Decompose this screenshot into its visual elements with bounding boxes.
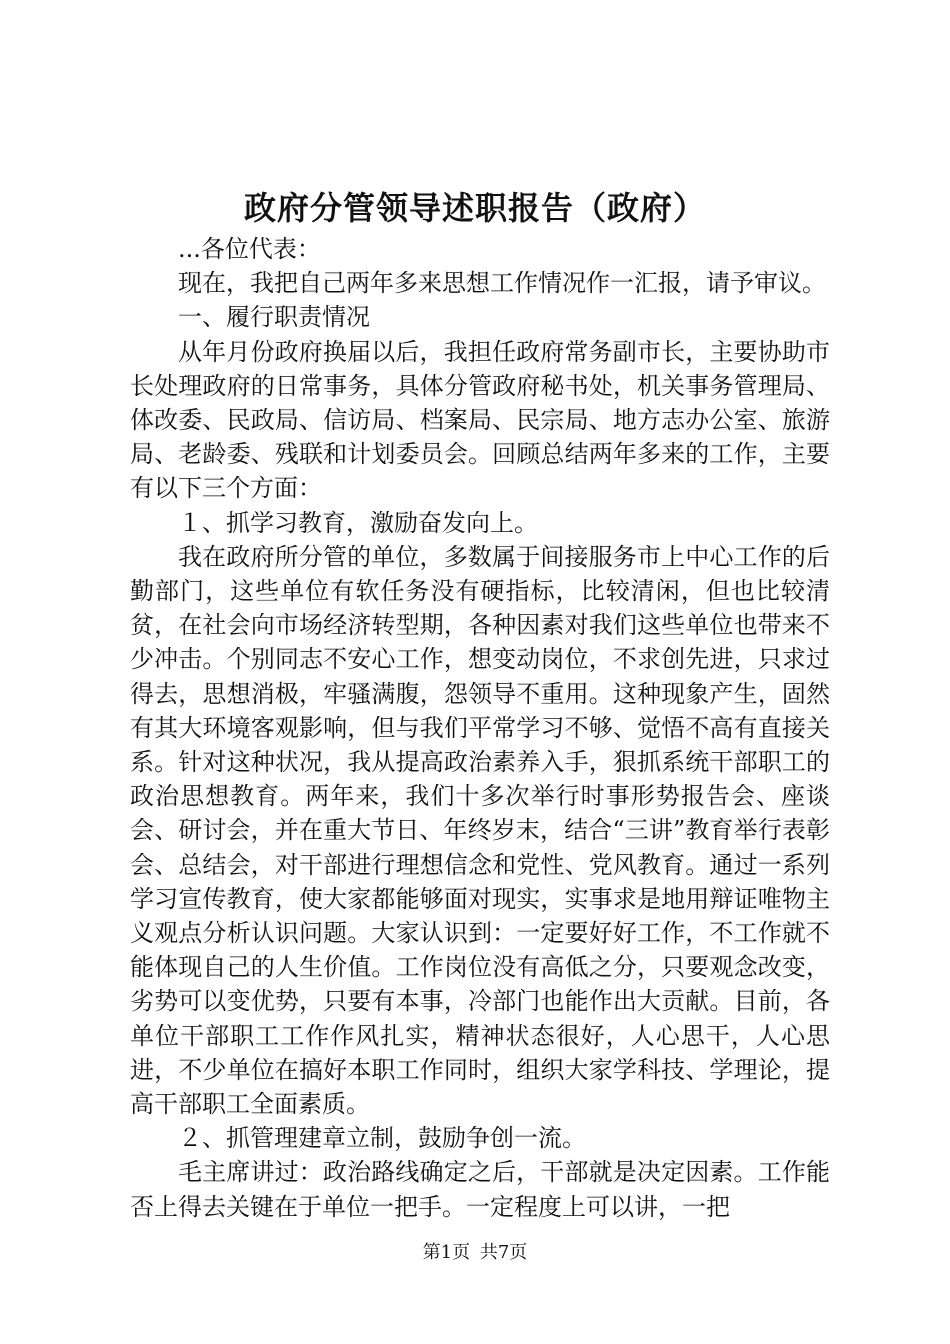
paragraph-duties: 从年月份政府换届以后，我担任政府常务副市长，主要协助市长处理政府的日常事务，具体分管政府秘书处，机关事务管理局、体改委、民政局、信访局、档案局、民宗局、地方志办公室、旅游局、老龄委、残联和计划委员会。回顾总结两年多来的工作，主要有以下三个方面： xyxy=(130,337,830,503)
page-footer xyxy=(0,1240,950,1266)
section-heading: 一、履行职责情况 xyxy=(178,303,370,332)
subheading-1: １、抓学习教育，激励奋发向上。 xyxy=(178,508,538,537)
document-title: 政府分管领导述职报告（政府） xyxy=(243,189,706,227)
page-total: 共7页 xyxy=(479,1242,528,1263)
paragraph-education: 我在政府所分管的单位，多数属于间接服务市上中心工作的后勤部门，这些单位有软任务没有硬指标，比较清闲，但也比较清贫，在社会向市场经济转型期，各种因素对我们这些单位也带来不少冲击。个别同志不安心工作，想变动岗位，不求创先进，只求过得去，思想消极，牢骚满腹，怨领导不重用。这种现象产生，固然有其大环境客观影响，但与我们平常学习不够、觉悟不高有直接关系。针对这种状况，我从提高政治素养入手，狠抓系统干部职工的政治思想教育。两年来，我们十多次举行时事形势报告会、座谈会、研讨会，并在重大节日、年终岁末，结合“三讲”教育举行表彰会、总结会，对干部进行理想信念和党性、党风教育。通过一系列学习宣传教育，使大家都能够面对现实，实事求是地用辩证唯物主义观点分析认识问题。大家认识到：一定要好好工作，不工作就不能体现自己的人生价值。工作岗位没有高低之分，只要观念改变，劣势可以变优势，只要有本事，冷部门也能作出大贡献。目前，各单位干部职工工作作风扎实，精神状态很好，人心思干，人心思进，不少单位在搞好本职工作同时，组织大家学科技、学理论，提高干部职工全面素质。 xyxy=(130,542,830,1119)
paragraph-intro: 现在，我把自己两年多来思想工作情况作一汇报，请予审议。 xyxy=(178,269,826,298)
subheading-2: ２、抓管理建章立制，鼓励争创一流。 xyxy=(178,1124,586,1153)
page-number: 第1页 xyxy=(422,1242,471,1263)
salutation: ...各位代表： xyxy=(178,235,321,263)
document-body xyxy=(130,232,830,1224)
paragraph-management: 毛主席讲过：政治路线确定之后，干部就是决定因素。工作能否上得去关键在于单位一把手。一定程度上可以讲，一把 xyxy=(130,1158,830,1221)
